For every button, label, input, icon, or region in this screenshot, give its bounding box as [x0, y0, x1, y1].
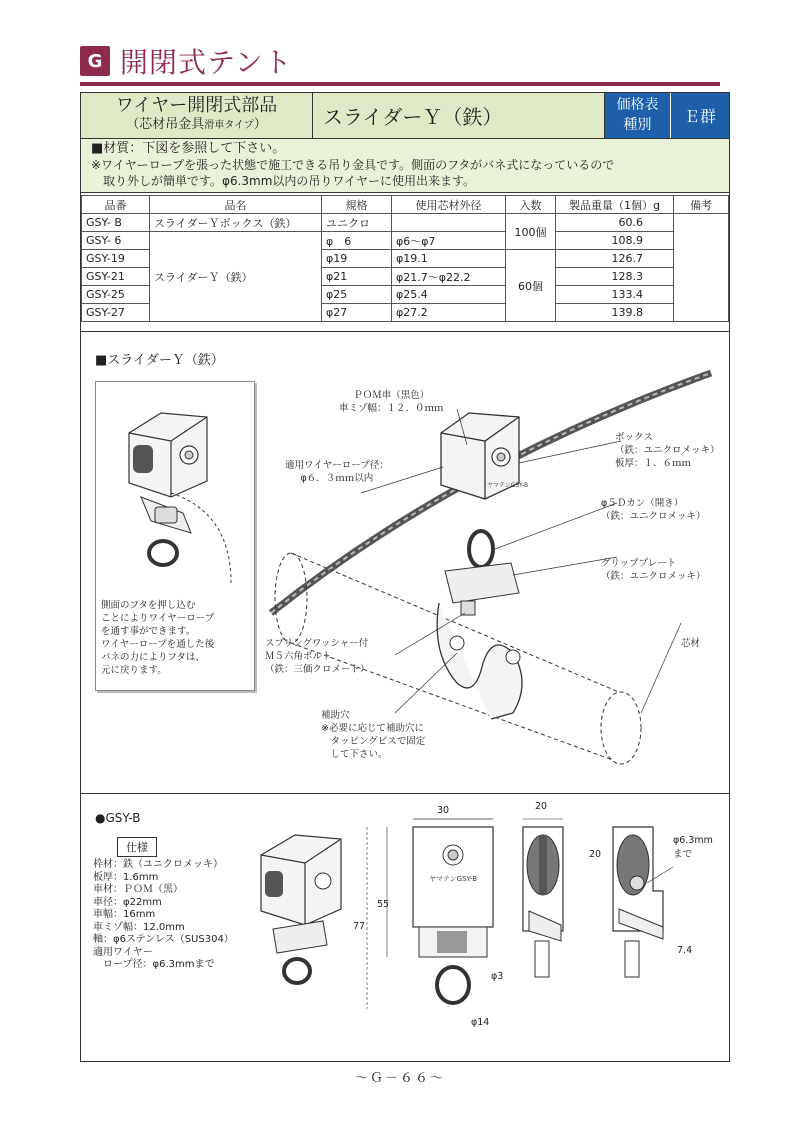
- label-grip: グリッププレート （鉄：ユニクロメッキ）: [601, 558, 706, 582]
- dim-20: 20: [535, 801, 548, 812]
- dim-30: 30: [437, 805, 450, 816]
- table-row: GSY-25 φ25 φ25.4 133.4: [82, 286, 729, 304]
- label-core: 芯材: [681, 638, 701, 649]
- product-name: スライダーＹ（鉄）: [313, 93, 605, 138]
- page-number: ～Ｇ－６６～: [354, 1071, 445, 1086]
- spec-tag: 仕様: [117, 837, 157, 857]
- label-box: ボックス （鉄：ユニクロメッキ） 板厚：１．６ｍｍ: [615, 432, 720, 469]
- table-row: GSY-27 φ27 φ27.2 139.8: [82, 304, 729, 322]
- label-wire: 適用ワイヤーロープ径： φ６．３ｍｍ以内: [285, 460, 389, 484]
- price-type-label: 価格表 種別: [605, 93, 671, 138]
- label-bolt: スプリングワッシャー付 Ｍ５六角ボルト （鉄：三価クロメート）: [265, 638, 370, 675]
- inset-slider-illustration: [111, 393, 251, 603]
- spec-table: [81, 195, 729, 322]
- table-row: GSY-21 φ21 φ21.7～φ22.2 128.3: [82, 268, 729, 286]
- dim-phi63: φ6.3mm まで: [673, 835, 713, 860]
- gsy-b-title: ●GSY-B: [95, 811, 141, 825]
- category-name: ワイヤー開閉式部品: [115, 95, 278, 116]
- dim-phi14: φ14: [471, 1017, 490, 1028]
- gsy-b-specs: 枠材：鉄（ユニクロメッキ） 板厚：1.6mm 車材：ＰＯＭ（黒） 車径：φ22mm 車幅：16mm 車ミゾ幅：12.0mm 軸：φ6ステンレス（SUS304） 適用ワイヤー ロープ径：φ6.3mmまで: [93, 859, 234, 970]
- inset-note: 側面のフタを押し込む ことによりワイヤーロープ を通す事ができます。 ワイヤーロープを通した後 バネの力によりフタは、 元に戻ります。: [101, 600, 215, 676]
- svg-text:ヤマテンGSY-B: ヤマテンGSY-B: [429, 875, 478, 883]
- gsy-b-3d-illustration: [251, 825, 361, 1005]
- gsy-b-side-view: [517, 815, 587, 1055]
- category-band: [81, 93, 729, 139]
- page-title: 開閉式テント: [120, 46, 293, 79]
- label-pom: ＰＯＭ車（黒色） 車ミゾ幅：１２．０ｍｍ: [339, 390, 444, 414]
- gsy-b-front-view: [401, 813, 511, 1053]
- label-hole: 補助穴 ※必要に応じて補助穴に タッピングビスで固定 して下さい。: [321, 710, 426, 760]
- table-row: GSY-19 φ19 φ19.1 60個 126.7: [82, 250, 729, 268]
- table-row: GSY- B スライダーＹボックス（鉄） ユニクロ 100個 60.6: [82, 214, 729, 232]
- dim-74: 7.4: [677, 945, 693, 956]
- section-badge: G: [80, 46, 110, 76]
- catalog-frame: [80, 92, 730, 1062]
- box-print: ヤマテンGSY-B: [487, 482, 529, 489]
- category-cell: [81, 93, 313, 138]
- header-rule: [80, 82, 720, 86]
- table-row: GSY- 6 スライダーＹ（鉄） φ 6 φ6～φ7 108.9: [82, 232, 729, 250]
- dim-55: 55: [377, 899, 390, 910]
- material-note: ■材質：下図を参照して下さい。 ※ワイヤーロープを張った状態で施工できる吊り金具です。側面のフタがバネ式になっているので 取り外しが簡単です。φ6.3mm以内の吊りワイヤーに使用出来ます。: [81, 139, 729, 193]
- page-header: [80, 44, 293, 78]
- label-kan: φ５Ｄカン（開き） （鉄：ユニクロメッキ）: [601, 498, 706, 522]
- table-header-row: 品番 品名 規格 使用芯材外径 入数 製品重量（1個）g 備考: [82, 196, 729, 214]
- dim-phi3: φ3: [491, 971, 504, 982]
- illustration-title: ■スライダーＹ（鉄）: [95, 353, 224, 368]
- dim-77: 77: [353, 921, 366, 932]
- dim-20b: 20: [589, 849, 602, 860]
- price-group: Ｅ群: [671, 93, 729, 138]
- category-sub: （芯材吊金具滑車タイプ）: [126, 117, 267, 132]
